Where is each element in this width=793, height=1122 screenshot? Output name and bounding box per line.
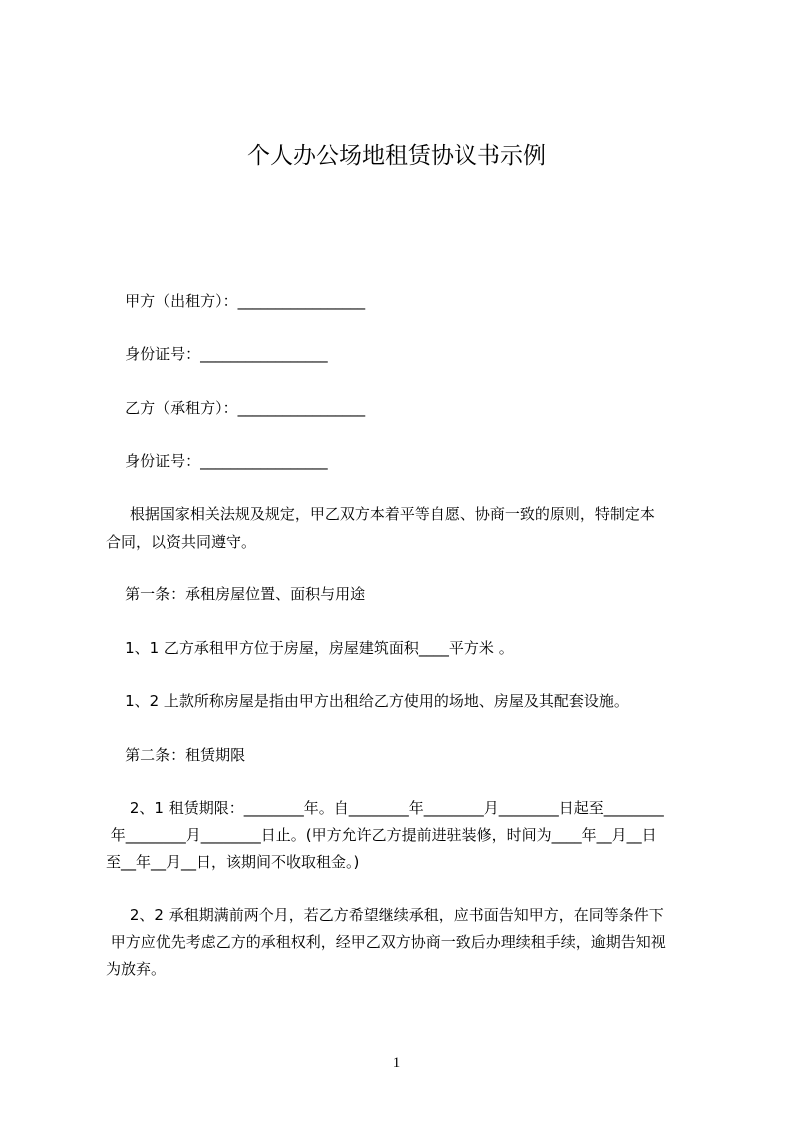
- article-1-heading: 第一条：承租房屋位置、面积与用途: [106, 585, 366, 603]
- clause-2-2-line-2: 甲方应优先考虑乙方的承租权利，经甲乙双方协商一致后办理续租手续，逾期告知视: [106, 933, 666, 951]
- article-2-heading: 第二条：租赁期限: [106, 746, 246, 764]
- clause-2-1-line-3: 至__年__月__日，该期间不收取租金。): [106, 853, 360, 871]
- clause-2-1-line-1: 2、1 租赁期限：________年。自________年________月________日起至________: [106, 799, 664, 817]
- clause-2-2-line-3: 为放弃。: [106, 960, 167, 978]
- clause-2-1-line-2: 年________月________日止。(甲方允许乙方提前进驻装修，时间为____年__月__日: [106, 826, 657, 844]
- clause-1-1: 1、1 乙方承租甲方位于房屋，房屋建筑面积____平方米 。: [106, 639, 514, 657]
- document-title: 个人办公场地租赁协议书示例: [247, 143, 546, 169]
- page-number: 1: [392, 1055, 401, 1071]
- preamble-line-1: 根据国家相关法规及规定，甲乙双方本着平等自愿、协商一致的原则，特制定本: [106, 505, 655, 523]
- party-b-id-line: 身份证号：_________________: [106, 452, 328, 470]
- party-b-line: 乙方（承租方）：_________________: [106, 399, 366, 417]
- preamble-line-2: 合同，以资共同遵守。: [106, 533, 257, 551]
- party-a-id-line: 身份证号：_________________: [106, 345, 328, 363]
- clause-1-2: 1、2 上款所称房屋是指由甲方出租给乙方使用的场地、房屋及其配套设施。: [106, 692, 629, 710]
- party-a-line: 甲方（出租方）：_________________: [106, 292, 366, 310]
- clause-2-2-line-1: 2、2 承租期满前两个月，若乙方希望继续承租，应书面告知甲方，在同等条件下: [106, 906, 664, 924]
